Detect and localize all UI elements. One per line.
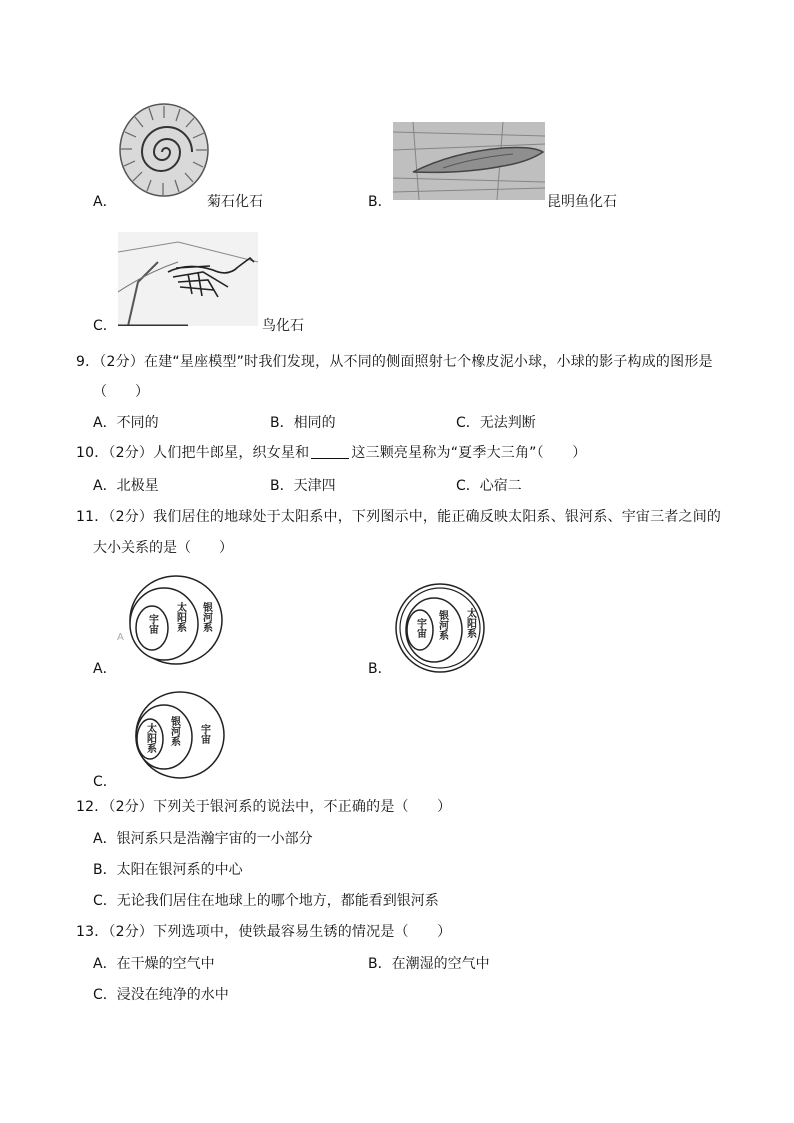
option-a-caption: 菊石化石: [207, 194, 263, 210]
question-10-option-c: C．心宿二: [456, 478, 522, 494]
question-12-option-b: B．太阳在银河系的中心: [93, 862, 243, 878]
question-12-option-c: C．无论我们居住在地球上的哪个地方，都能看到银河系: [93, 893, 439, 909]
option-c-letter: C．: [93, 318, 117, 334]
question-13-option-a: A．在干燥的空气中: [93, 956, 215, 972]
question-13-option-c: C．浸没在纯净的水中: [93, 987, 229, 1003]
ammonite-fossil-image: [118, 100, 210, 198]
kunming-fish-fossil-image: [393, 122, 545, 200]
option-b-letter: B．: [368, 194, 392, 210]
answer-blank: [311, 444, 349, 459]
stray-mark: A: [117, 632, 124, 643]
nested-circles-diagram-c: [128, 690, 228, 780]
question-11-stem-line2: 大小关系的是（ ）: [93, 540, 233, 556]
circle-label-outer: 银河系: [200, 602, 212, 632]
circle-label-inner: 宇宙: [414, 618, 426, 638]
bird-fossil-image: [118, 232, 258, 326]
question-9-option-a: A．不同的: [93, 415, 159, 431]
question-13-option-b: B．在潮湿的空气中: [368, 956, 490, 972]
question-9-stem-line1: 9．（2分）在建“星座模型”时我们发现，从不同的侧面照射七个橡皮泥小球，小球的影子构成的图形是: [76, 354, 713, 370]
circle-label-inner: 太阳系: [144, 723, 156, 753]
circle-label-outer: 宇宙: [198, 724, 210, 744]
question-10-option-b: B．天津四: [270, 478, 336, 494]
question-10-option-a: A．北极星: [93, 478, 159, 494]
question-9-stem-line2: （ ）: [93, 384, 149, 400]
question-11-stem-line1: 11．（2分）我们居住的地球处于太阳系中，下列图示中，能正确反映太阳系、银河系、宇宙三者之间的: [76, 509, 722, 525]
nested-circles-diagram-b: [392, 580, 492, 674]
question-10-stem-part2: 这三颗亮星称为“夏季大三角”（ ）: [351, 445, 587, 461]
circle-label-middle: 太阳系: [174, 602, 186, 632]
question-11-option-b-letter: B．: [368, 661, 392, 677]
question-9-option-b: B．相同的: [270, 415, 336, 431]
question-12-stem: 12．（2分）下列关于银河系的说法中，不正确的是（ ）: [76, 799, 452, 815]
nested-circles-diagram-a: [112, 574, 224, 666]
circle-label-inner: 宇宙: [146, 614, 158, 634]
question-12-option-a: A．银河系只是浩瀚宇宙的一小部分: [93, 831, 313, 847]
question-9-option-c: C．无法判断: [456, 415, 536, 431]
question-10-stem-part1: 10．（2分）人们把牛郎星，织女星和: [76, 445, 310, 461]
option-b-caption: 昆明鱼化石: [547, 194, 617, 210]
question-11-option-a-letter: A．: [93, 661, 117, 677]
question-11-option-c-letter: C．: [93, 774, 117, 790]
circle-label-middle: 银河系: [436, 610, 448, 640]
question-10-stem: [76, 444, 586, 462]
option-c-caption: 鸟化石: [262, 318, 304, 334]
question-13-stem: 13．（2分）下列选项中，使铁最容易生锈的情况是（ ）: [76, 924, 452, 940]
option-a-letter: A．: [93, 194, 117, 210]
circle-label-outer: 太阳系: [464, 608, 476, 638]
circle-label-middle: 银河系: [168, 716, 180, 746]
